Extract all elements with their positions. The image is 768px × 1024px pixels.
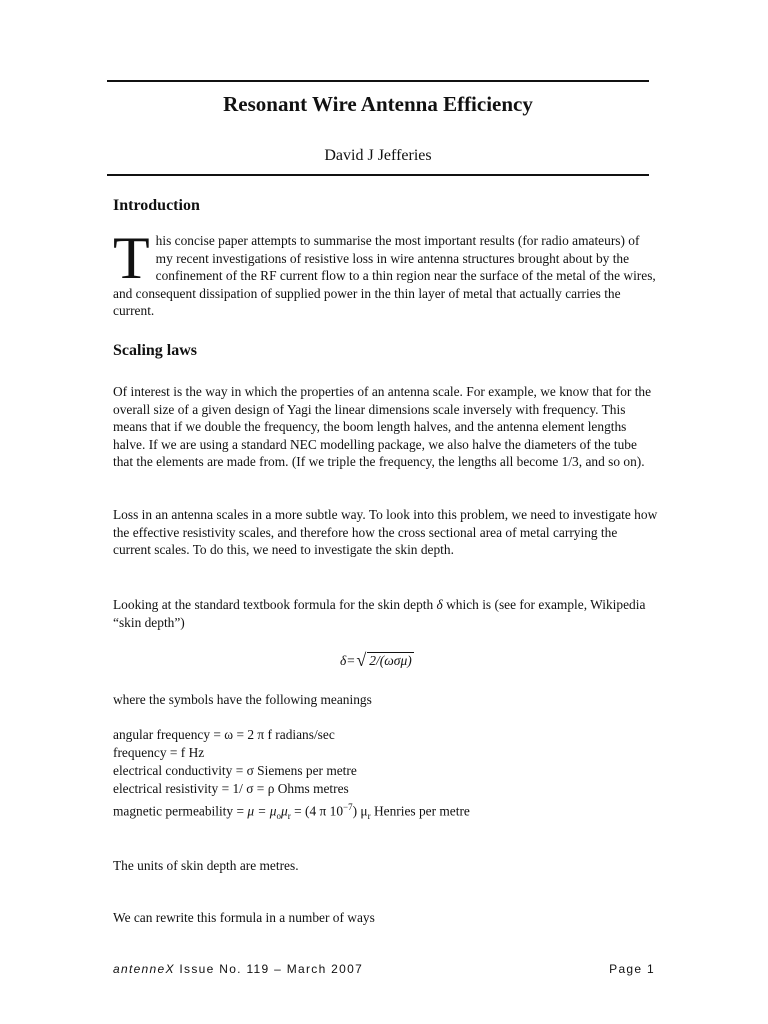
author-name: David J Jefferies [324,147,432,164]
symbol-line-resistivity: electrical resistivity = 1/ σ = ρ Ohms metres [113,781,349,796]
delta-symbol: δ [436,597,443,612]
symbols-intro: where the symbols have the following meanings [113,692,372,707]
permeability-units: Henries per metre [370,803,470,819]
skin-depth-text-b: which is (see for example, Wikipedia “skin depth”) [113,597,646,630]
subscript-r-2: r [367,811,371,822]
subscript-r: r [287,811,291,822]
footer-issue [113,962,363,976]
journal-name: antenneX [113,962,175,976]
scaling-paragraph-1: Of interest is the way in which the properties of an antenna scale. For example, we know that for the overall size of a given design of Yagi the linear dimensions scale inversely with frequency. This means that if we double the frequency, the boom length halves, and the antenna element lengths halve. If we are using a standard NEC modelling package, we also halve the diameters of the tube that the elements are made from. (If we triple the frequency, the lengths all become 1/3, and so on). [113,384,652,469]
permeability-constant: = (4 π 10 [290,803,344,819]
symbol-line-conductivity: electrical conductivity = σ Siemens per metre [113,763,357,778]
permeability-close: ) μ [352,803,368,819]
introduction-heading: Introduction [113,197,200,214]
skin-depth-paragraph [113,596,658,631]
rewrite-paragraph: We can rewrite this formula in a number of ways [113,910,375,925]
permeability-label: magnetic permeability = [113,803,248,819]
scaling-laws-heading: Scaling laws [113,342,198,359]
skin-depth-formula [340,650,414,671]
formula-radicand: 2/(ωσμ) [369,653,412,668]
permeability-mu: μ = μ [247,803,277,819]
scaling-paragraph-2: Loss in an antenna scales in a more subtle way. To look into this problem, we need to investigate how the effective resistivity scales, and therefore how the cross sectional area of metal carrying the current scales. To do this, we need to investigate the skin depth. [113,507,658,557]
header-rule [107,174,649,176]
formula-lhs: δ= [340,652,356,668]
drop-cap: T [113,225,150,291]
introduction-text: his concise paper attempts to summarise the most important results (for radio amateurs) of my recent investigations of resistive loss in wire antenna structures brought about by the confinement of the RF current flow to a thin region near the surface of the metal of the wires, and consequent dissipation of supplied power in the thin layer of metal that actually carries the current. [113,233,656,318]
square-root-icon: √ [356,650,367,670]
symbol-line-permeability [113,798,470,825]
page-number: Page 1 [609,962,655,976]
issue-text: Issue No. 119 – March 2007 [174,962,364,976]
symbol-line-frequency: frequency = f Hz [113,745,205,760]
skin-depth-text-a: Looking at the standard textbook formula for the skin depth [113,597,437,612]
exponent: −7 [343,802,353,812]
units-paragraph: The units of skin depth are metres. [113,858,299,873]
page-title: Resonant Wire Antenna Efficiency [223,92,533,116]
symbol-list [113,726,470,825]
permeability-mu-r: μ [281,803,288,819]
subscript-zero: o [276,811,282,822]
top-rule [107,80,649,82]
introduction-paragraph [113,225,658,320]
symbol-line-angular-frequency: angular frequency = ω = 2 π f radians/sec [113,727,335,742]
